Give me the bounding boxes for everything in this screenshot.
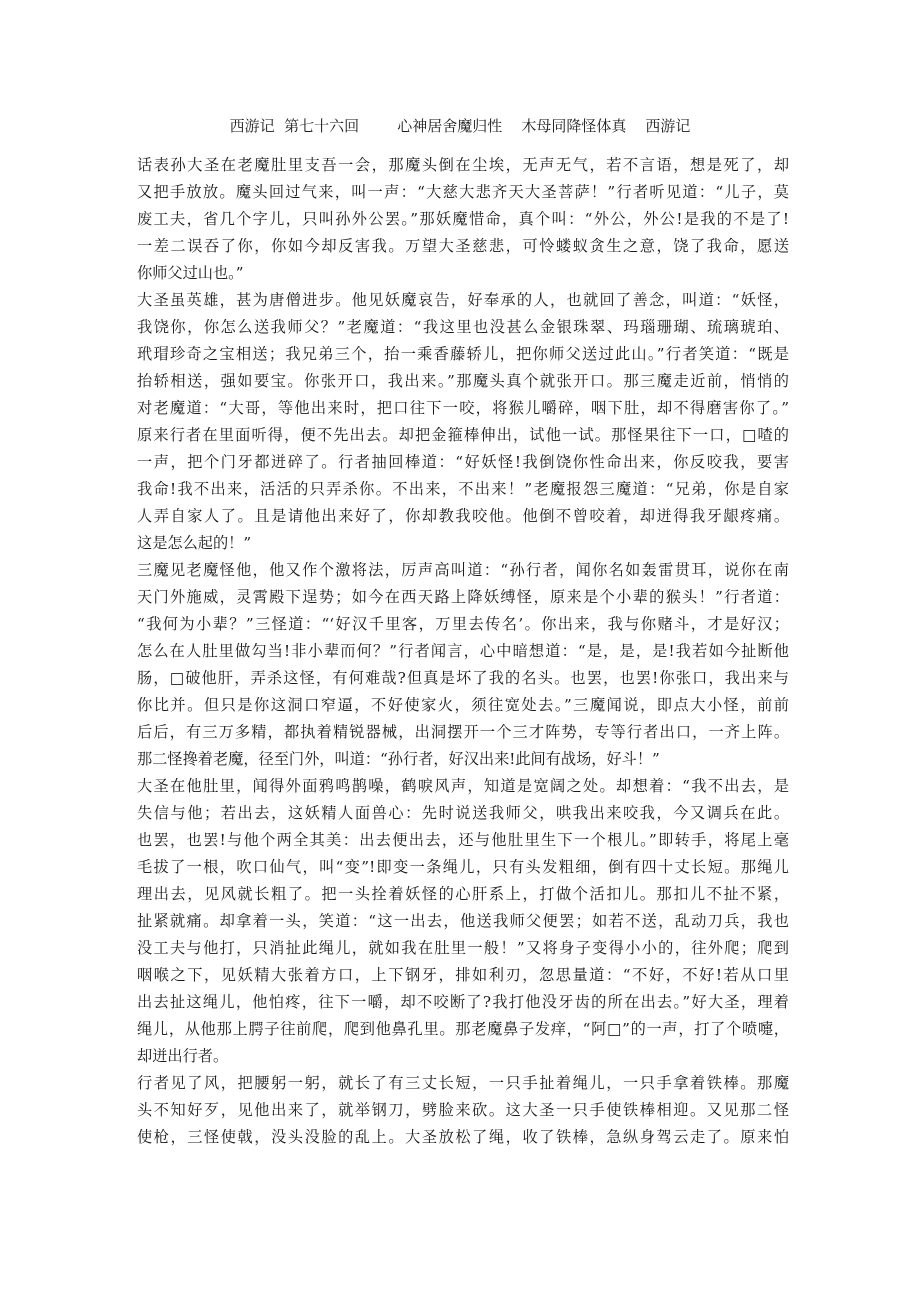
text-line: 你比并。但只是你这洞口窄逼，不好使家火，须往宽处去。”三魔闻说，即点大小怪，前前	[137, 696, 789, 714]
paragraph	[137, 152, 789, 287]
text-line: 玳瑁珍奇之宝相送；我兄弟三个，抬一乘香藤轿儿，把你师父送过此山。”行者笑道：“既是	[137, 345, 789, 363]
text-line: 那二怪搀着老魔，径至门外，叫道：“孙行者，好汉出来!此间有战场，好斗！”	[137, 750, 660, 768]
paragraph	[137, 773, 789, 1070]
text-line: 绳儿，从他那上腭子往前爬，爬到他鼻孔里。那老魔鼻子发痒，“阿□”的一声，打了个喷嚏，	[137, 1020, 789, 1038]
text-line: 头不知好歹，见他出来了，就举钢刀，劈脸来砍。这大圣一只手使铁棒相迎。又见那二怪	[137, 1101, 789, 1119]
text-line: 对老魔道：“大哥，等他出来时，把口往下一咬，将猴儿嚼碎，咽下肚，却不得磨害你了。”	[137, 399, 789, 417]
text-line: 行者见了风，把腰躬一躬，就长了有三丈长短，一只手扯着绳儿，一只手拿着铁棒。那魔	[137, 1074, 789, 1092]
text-line: 原来行者在里面听得，便不先出去。却把金箍棒伸出，试他一试。那怪果往下一口，□喳的	[137, 426, 789, 444]
paragraph	[137, 287, 789, 557]
text-line: 我饶你，你怎么送我师父？”老魔道：“我这里也没甚么金银珠翠、玛瑙珊瑚、琉璃琥珀、	[137, 318, 789, 336]
text-line: 扯紧就痛。却拿着一头，笑道：“这一出去，他送我师父便罢；如若不送，乱动刀兵，我也	[137, 912, 789, 930]
text-line: 一差二误吞了你，你如今却反害我。万望大圣慈悲，可怜蝼蚁贪生之意，饶了我命，愿送	[137, 237, 789, 255]
text-line: 怎么在人肚里做勾当!非小辈而何？”行者闻言，心中暗想道：“是，是，是!我若如今扯断他	[137, 642, 789, 660]
paragraph	[137, 557, 789, 773]
text-line: 话表孙大圣在老魔肚里支吾一会，那魔头倒在尘埃，无声无气，若不言语，想是死了，却	[137, 156, 789, 174]
text-line: 理出去，见风就长粗了。把一头拴着妖怪的心肝系上，打做个活扣儿。那扣儿不扯不紧，	[137, 885, 789, 903]
text-line: 你师父过山也。”	[137, 264, 244, 282]
text-line: 出去扯这绳儿，他怕疼，往下一嚼，却不咬断了?我打他没牙齿的所在出去。”好大圣，理着	[137, 993, 789, 1011]
text-line: 大圣在他肚里，闻得外面鸦鸣鹊噪，鹤唳风声，知道是宽阔之处。却想着：“我不出去，是	[137, 777, 789, 795]
text-line: 咽喉之下，见妖精大张着方口，上下钢牙，排如利刃，忽思量道：“不好，不好!若从口里	[137, 966, 789, 984]
text-line: “我何为小辈？”三怪道：“‘好汉千里客，万里去传名’。你出来，我与你赌斗，才是好汉；	[137, 615, 789, 633]
text-line: 失信与他；若出去，这妖精人面兽心：先时说送我师父，哄我出来咬我，今又调兵在此。	[137, 804, 789, 822]
text-line: 我命!我不出来，活活的只弄杀你。不出来，不出来！”老魔报怨三魔道：“兄弟，你是自家	[137, 480, 789, 498]
text-line: 三魔见老魔怪他，他又作个激将法，厉声高叫道：“孙行者，闻你名如轰雷贯耳，说你在南	[137, 561, 789, 579]
text-line: 又把手放放。魔头回过气来，叫一声：“大慈大悲齐天大圣菩萨！”行者听见道：“儿子，莫	[137, 183, 789, 201]
text-line: 一声，把个门牙都迸碎了。行者抽回棒道：“好妖怪!我倒饶你性命出来，你反咬我，要害	[137, 453, 789, 471]
text-line: 人弄自家人了。且是请他出来好了，你却教我咬他。他倒不曾咬着，却迸得我牙龈疼痛。	[137, 507, 789, 525]
text-line: 废工夫，省几个字儿，只叫孙外公罢。”那妖魔惜命，真个叫：“外公，外公!是我的不是了!	[137, 210, 789, 228]
text-line: 这是怎么起的！”	[137, 534, 252, 552]
text-line: 大圣虽英雄，甚为唐僧进步。他见妖魔哀告，好奉承的人，也就回了善念，叫道：“妖怪，	[137, 291, 789, 309]
text-line: 肠，□破他肝，弄杀这怪，有何难哉?但真是坏了我的名头。也罢，也罢!你张口，我出来与	[137, 669, 789, 687]
text-line: 却迸出行者。	[137, 1047, 229, 1065]
text-line: 没工夫与他打，只消扯此绳儿，就如我在肚里一般！”又将身子变得小小的，往外爬；爬到	[137, 939, 789, 957]
paragraph	[137, 1070, 789, 1151]
text-line: 毛拔了一根，吹口仙气，叫“变”!即变一条绳儿，只有头发粗细，倒有四十丈长短。那绳儿	[137, 858, 789, 876]
text-line: 后后，有三万多精，都执着精锐器械，出洞摆开一个三才阵势，专等行者出口，一齐上阵。	[137, 723, 789, 741]
text-line: 抬轿相送，强如要宝。你张开口，我出来。”那魔头真个就张开口。那三魔走近前，悄悄的	[137, 372, 789, 390]
page-title: 西游记 第七十六回 心神居舍魔归性 木母同降怪体真 西游记	[229, 117, 691, 135]
text-line: 天门外施威，灵霄殿下逞势；如今在西天路上降妖缚怪，原来是个小辈的猴头！”行者道：	[137, 588, 789, 606]
text-line: 使枪，三怪使戟，没头没脸的乱上。大圣放松了绳，收了铁棒，急纵身驾云走了。原来怕	[137, 1128, 789, 1146]
document-body	[137, 152, 789, 1151]
text-line: 也罢，也罢!与他个两全其美：出去便出去，还与他肚里生下一个根儿。”即转手，将尾上毫	[137, 831, 789, 849]
